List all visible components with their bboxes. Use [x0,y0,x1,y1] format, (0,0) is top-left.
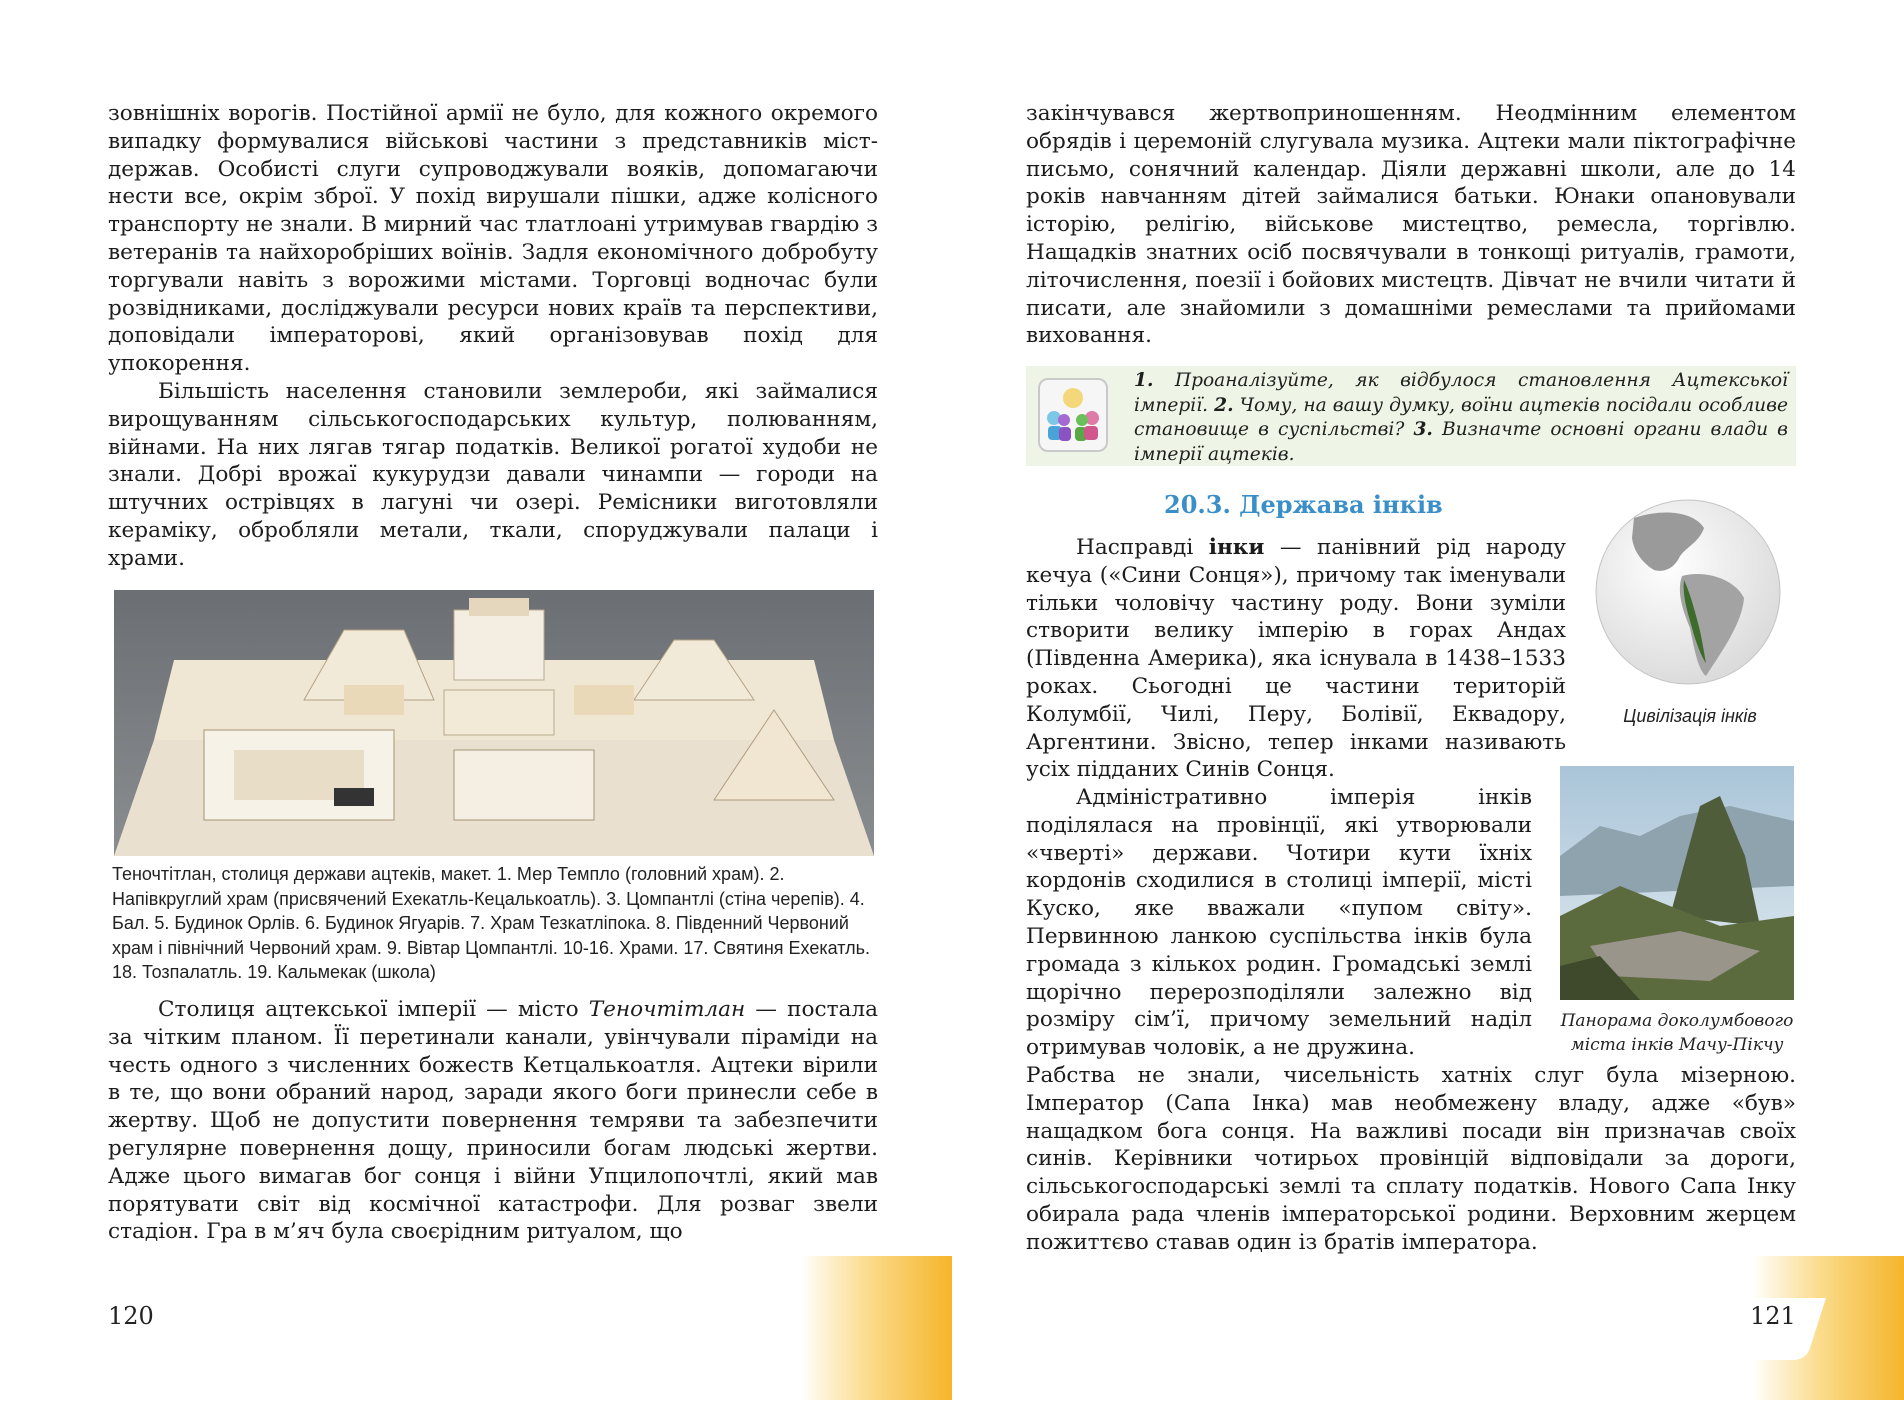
inca-p1-rest: — панівний рід народу кечуа («Сини Сонця»), причому так іменували тільки чоловічу частину роду. Вони зуміли створити велику імперію в горах Андах (Південна Америка), яка існувала в 1438–1533 роках. Сьогодні це частини територій Колумбії, Чилі, Перу, Болівії, Еквадору, Аргентини. Звісно, тепер інками називають усіх підданих Синів Сонця. [1026,535,1566,783]
machu-picchu-photo [1560,766,1794,1000]
para3-start: Столиця ацтекської імперії — місто [158,997,589,1022]
tenochtitlan-term: Теночтітлан [588,997,746,1022]
para3-rest: — постала за чітким планом. Її перетинали канали, увінчували піраміди на честь одного з численних божеств Кетцалькоатля. Ацтеки вірили в те, що вони обраний народ, заради якого боги принесли себе в жертву. Щоб не допустити повернення темряви та забезпечити регулярне повернення дощу, приносили богам людські жертви. Адже цього вимагав бог сонця і війни Упцилопочтлі, який мав порятувати світ від космічної катастрофи. Для розваг звели стадіон. Гра в м’яч була своєрідним ритуалом, що [108,997,878,1245]
right-paragraph-1: закінчувався жертвоприношенням. Неодмінним елементом обрядів і церемоній слугувала музика. Ацтеки мали піктографічне письмо, сонячний календар. Діяли державні школи, але до 14 років навчанням дітей займалися батьки. Юнаки опановували історію, релігію, військове мистецтво, ремесла, торгівлю. Нащадків знатних осіб посвячували в тонкощі ритуалів, грамоти, літочислення, поезії і бойових мистецтв. Дівчат не вчили читати й писати, але знайомили з домашніми ремеслами та прийомами виховання. [1026,101,1796,349]
left-paragraph-2: Більшість населення становили землероби, які займалися вирощуванням сільськогосподарських культур, полюванням, війнами. На них лягав тягар податків. Великої рогатої худоби не знали. Добрі врожаї кукурудзи давали чинампи — городи на штучних острівцях в лагуні чи озері. Ремісники виготовляли кераміку, обробляли метали, ткали, споруджували палаци і храми. [108,378,878,571]
questions-text [1134,369,1788,467]
left-paragraph-3 [108,996,878,1246]
page-number-right: 121 [1750,1302,1796,1330]
inca-column-1 [1026,534,1566,784]
page-number-left: 120 [108,1302,154,1330]
question-2-number: 2. [1214,394,1234,416]
left-column-bottom [108,996,878,1246]
inca-paragraph-2: Адміністративно імперія інків поділялася на провінції, які утворювали «чверті» держави. Чотири кути їхніх кордонів сходилися в столиці імперії, місті Куско, яке вважали «пупом світу». Первинною ланкою суспільства інків була громада з кількох родин. Громадські землі щорічно перерозподіляли залежно від розміру сім’ї, причому земельний наділ отримував чоловік, а не дружина. [1026,785,1532,1061]
question-3-number: 3. [1413,419,1433,441]
questions-box [1026,366,1796,466]
globe-caption: Цивілізація інків [1623,706,1757,726]
inca-column-2 [1026,784,1532,1062]
right-column-top [1026,100,1796,350]
left-paragraph-1: зовнішніх ворогів. Постійної армії не було, для кожного окремого випадку формувалися військові частини з представників міст-держав. Особисті слуги супроводжували вояків, допомагаючи нести все, окрім зброї. У похід вирушали пішки, адже колісного транспорту не знали. В мирний час тлатлоані утримував гвардію з ветеранів та найхоробріших воїнів. Задля економічного добробуту торгували навіть з ворожими містами. Торговці водночас були розвідниками, досліджували ресурси нових країв та перспективи, доповідали імператорові, який організовував похід для упокорення. [108,101,878,377]
inca-term: інки [1208,535,1265,560]
question-3: Визначте основні органи влади в імперії ацтеків. [1134,419,1788,465]
figure-caption: Теночтітлан, столиця держави ацтеків, макет. 1. Мер Темпло (головний храм). 2. Напівкруглий храм (присвячений Ехекатль-Кецалькоатль). 3. Цомпантлі (стіна черепів). 4. Бал. 5. Будинок Орлів. 6. Будинок Ягуарів. 7. Храм Тезкатліпока. 8. Південний Червоний храм і північний Червоний храм. 9. Вівтар Цомпантлі. 10-16. Храми. 17. Святиня Ехекатль. 18. Тозпалатль. 19. Кальмекак (школа) [112,864,870,982]
section-title: 20.3. Держава інків [1164,490,1443,519]
question-1: Проаналізуйте, як відбулося становлення Ацтекської імперії. [1134,370,1788,416]
page-footer [0,1256,1904,1400]
inca-paragraph-3: Рабства не знали, чисельність хатніх слуг була мізерною. Імператор (Сапа Інка) мав необмежену владу, адже «був» нащадком бога сонця. На важливі посади він призначав своїх синів. Керівники чотирьох провінцій відповідали за дороги, сільськогосподарські землі та сплату податків. Нового Сапа Інку обирала рада членів імператорської родини. Верховним жерцем пожиттєво ставав один із братів імператора. [1026,1063,1796,1255]
inca-paragraph-1 [1026,534,1566,784]
inca-p1-start: Насправді [1076,535,1209,560]
question-2: Чому, на вашу думку, воїни ацтеків посідали особливе становище в суспільстві? [1134,394,1788,441]
question-1-number: 1. [1134,370,1154,391]
discussion-group-icon [1038,378,1108,452]
photo-caption: Панорама доколумбового міста інків Мачу-Пікчу [1560,1011,1794,1055]
inca-globe-map [1594,498,1782,686]
left-column-top [108,100,878,573]
tenochtitlan-model-image [114,590,874,856]
inca-column-3 [1026,1062,1796,1257]
